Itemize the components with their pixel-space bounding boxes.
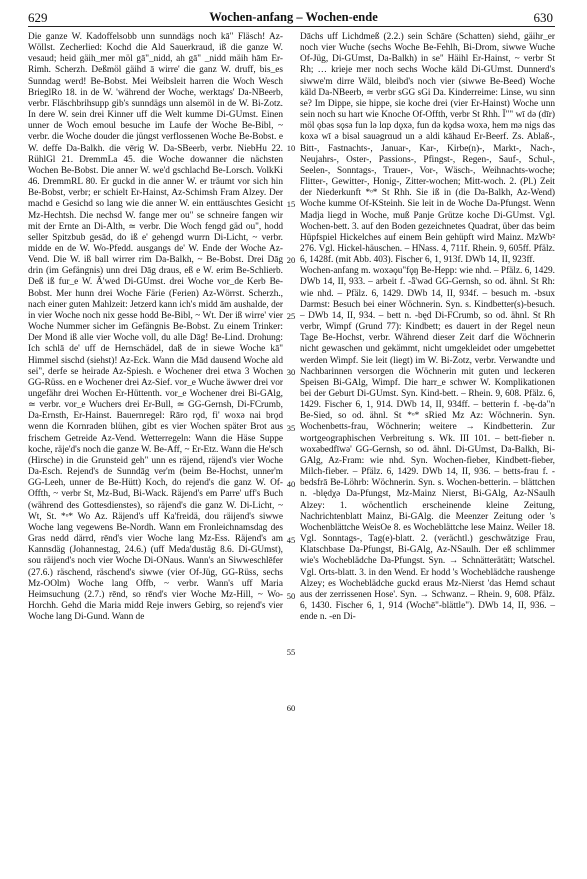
header-rule xyxy=(28,26,555,27)
line-number: 30 xyxy=(286,367,296,377)
left-column xyxy=(28,32,283,623)
page-header xyxy=(0,6,587,28)
right-column-text: Dāchs uff Lichdmeß (2.2.) sein Schāre (Schatten) siehd, gäihr_er noch vier Wuche (sechs Woche Be-Fehlh, Bi-Drom, siwwe Wuche Of-Jüg, Di-GUmst, Da-Balkh) in se" Häihl Er-Hainst, ~ verbr St Rh; … krieje mer noch sechs Woche käld Di-GUmst. Dunnerd's siwwe'm dirre Wäld, bleibd's noch vier (siwwe Be-Beed) Woche käld Da-NBeerb, ≃ verbr sGG sGi Da. Kinderreime: Linse, wu sinn se? Im Dippe, sie hippe, sie koche drei (vier Er-Hainst) Woche unn sein noch su hart wie Knoche Of-Offth, verbr St Rhh. Ī"" wī də (dīr) möl ǫbəs sǫsə fun lə lɑp dǫxə, fun də kǫdsə woxə, hem mə nigs dəs koxə wī ə bisəl sauəgrɑud un ə aldi kāhaud Er-Beerf. Zs. Ablaß-, Bitt-, Fastnachts-, Januar-, Kar-, Kirbe(n)-, Markt-, Nach-, Neujahrs-, Oster-, Passions-, Pfingst-, Regen-, Sauf-, Schul-, Seelen-, Sonntags-, Trauer-, Vor-, Wäsch-, Weihnachts-woche; Flitter-, Gewitter-, Honig-, Zitter-wochen; Mitt-woch. 2. (Pl.) Zeit der Niederkunft *ᵒ* St Rhh. Sie iß in (die Da-Balkh, Az-Wend) Woche kumme Of-KSteinh. Sie leit in de Woche Da-Pfungst. Wenn Madja liegd in Woche, muß Panje Grütze koche Di-GUmst. Vgl. Wochen-bett. 3. auf den Boden gezeichnetes Quadrat, über das beim Hüpfspiel Hickelches auf einem Bein gehüpft wird Mainz. MzWb² 276. Vgl. Hickel-häuschen. – HNass. 4, 711f. Rhein. 9, 605ff. Pfälz. 6, 1428f. (mit Abb. 403). Fischer 6, 1, 913f. DWb 14, II, 923ff. xyxy=(300,32,555,266)
right-column xyxy=(300,32,555,623)
entry-wochen-anfang: Wochen-anfang m. woxəǫu"fǫŋ Be-Hepp: wie nhd. – Pfälz. 6, 1429. DWb 14, II, 933. – arbeit f. -ǟ'wəd GG-Gernsh, so od. ähnl. St Rh: wie nhd. – Pfälz. 6, 1429. DWb 14, II, 934f. – besuch m. -bsux Darmst: Besuch bei einer Wöchnerin. Syn. s. Kindbetter(s)-besuch. – DWb 14, II, 934. – bett n. -będ Di-FCrumb, so od. ähnl. St Rh verbr, Wimpf (Grund 77): Kindbett; es dauert in der Regel neun Tage Be-Hochst, verbr. Während dieser Zeit darf die Wöchnerin nicht gewaschen und gekämmt, nicht umgekleidet oder umgebettet werden Wimpf. Sie leit (liegt) im W. Bi-Zotz, verbr. Verwandte und Nachbarinnen versorgen die Wöchnerin mit guten und leckeren Speisen Bi-GAlg, Wimpf. Die harr_e schwer W. Komplikationen bei der Geburt Di-GUmst. Syn. Kind-bett. – Rhein. 9, 608. Pfälz. 6, 1429. Fischer 6, 1, 914. DWb 14, II, 934ff. – betterin f. -bę-də"n Be-Sied, so od. ähnl. St *ᵒ* sRied Mz Az: Wöchnerin. Syn. Wochenbetts-frau, Wöchnerin; weitere → Kindbetterin. Zur wortgeographischen Verbreitung s. Wk. III 101. – bett-fieber n. woxəbedfīwə' GG-Gernsh, so od. ähnl. Di-GUmst, Da-Balkh, Bi-GAlg, Az-Fram: wie nhd. Syn. Wochen-fieber, Kindbett-fieber, Milch-fieber. – Pfälz. 6, 1429. DWb 14, II, 936. – betts-frau f. -bedsfrā Be-Löhrb: Wöchnerin. Syn. s. Wochen-betterin. – blättchen n. -blędχə Da-Pfungst, Mz-Mainz Nierst, Bi-GAlg, Az-NSaulh Alzey: 1. wöchentlich erscheinende kleine Zeitung, Nachrichtenblatt Mainz, Bi-GAlg. die Meenzer Zeitung oder 's Wochenblättche WeisOe 8. es Wocheblättche lese Mainz. Weiler 18. Vgl. Sonntags-, Tag(e)-blatt. 2. (verächtl.) geschwätzige Frau, Klatschbase Da-Pfungst, Bi-GAlg, Az-NSaulh. Der eß schlimmer wie's Wocheblädche Da-Pfungst. Syn. → Schnätterätätt; Watschel. Vgl. Orts-blatt. 3. in den Wend. Er hodd 's Wocheblädche raushenge Alzey; es Wocheblädche guckd eraus Mz-Nierst 'das Hemd schaut aus der zerrissenen Hose'. Syn. → Schwanz. – Rhein. 9, 608. Pfälz. 6, 1430. Fischer 6, 1, 914 (Wochē"-blättle"). DWb 14, II, 936. – ende n. -en Di- xyxy=(300,266,555,623)
line-number: 45 xyxy=(286,535,296,545)
left-column-text: Die ganze W. Kadoffelsobb unn sunndägs noch kā" Fläsch! Az-Wöllst. Zecherlied: Kochd die Ald Sauerkraud, iß die ganze W. vesaud; heid gäih_mer möl gā"_nidd, ah gā" _nidd mäih hām Er-Rimh. Scherzh. Deßmöl gäihd ā wirre' die ganz W. druff, bis_es Sunndag werd! Be-Bobst. Mei Weibsleit harren die Woch Wesch BrieglRo 18. in de W. 'während der Woche, werktags' Da-NBeerb, verbr. Fläschbrihsupp gib's sunndägs unn alsemöl in de W. Bi-Zotz. In dere W. sein drei Kinner uff die Welt kumme Di-GUmst. Einen unner de Woch emoul besuche im Laufe der Woche Be-Bibl, ~ verbr. die Woche douder die jüngst verflossenen Woche Be-Bobst. e W. deffe Da-Balkh. die vērig W. Da-SBeerb, verbr. NiebHu 22. RühlGl 21. DremmLa 45. die Woche dowanner die nächsten Wochen Be-Bobst. Die anner W. we'd gschlachd Be-Lorsch. VolkKi 46. DremmRL 80. Er guckd in die anner W. er träumt vor sich hin Be-Bobst, verbr; er schielt Er-Hainst, Az-Schimsh Fram Alzey. Der machd e Gesichd so lang wie die anner W. ein enttäuschtes Gesicht Mz-Hechtsh. Die nechsd W. fange mer ou" se schneire fangen wir mit der Ernte an Di-Alth, ≃ verbr. Die Woch fengd gäd ou", hodd seller Spitzbub gesād, do iß e' gehengd wurrn Di-Licht, ~ verbr. midde en de W. Wo-Pfedd. ausgangs de' W. Ende der Woche Az-Vend. Die W. iß ball wirrer rim Da-Balkh, ~ Be-Bobst. Drei Dāg drin (im Gefängnis) unn drei Dāg draus, eß e W. erim Be-Schlierb. Deß iß fur_e W. Ā'wed Di-GUmst. drei Woche vor_de Kerb Be-Bobst. Mer hunn drei Woche Färie (Ferien) Az-Wörrst. Scherzh., nach einer guten Mahlzeit: Jetzerd kann ich's midd ām aushalde, der in vier Woche noch nix gesse hodd Be-Bibl, ~ Wt. Der iß wirre' vier Woche Nummer sicher im Gefängnis Be-Bobst. Zu einem Trinker: Der Mond iß alle vier Woche voll, du alle Dāg! Be-Lind. Drohung: Ich schlā de' uff de Hernschädel, daß de in siewe Woche kā" Himmel sischd (siehst)! Az-Eck. Wann die Mād dausend Woche ald sei", derfe se heirade Az-Spiesh. e Wochener drei etwa 3 Wochen GG-Rüss. en e Wochener drei Az-Sief. vor_e Wuche äwwer drei vor ungefähr drei Wochen Er-Hüttenth. vor_e Wochener drei Bi-GAlg, ≃ verbr. vor_e Wuchers drei Er-Bull, ≃ GG-Gernsh, Di-FCrumb, Da-Ernsth, Er-Hainst. Bauernregel: Rāro rǫd, fi' woxə nai brǫd wenn die Kornraden blühen, gibt es vier Wochen später Brot aus frischem Getreide Az-Vend. Wetterregeln: Wann die Häse Suppe koche, räje'd's noch die ganze W. Be-Aff, ~ Er-Etz. Wann die He'sch (Hirsche) in die Grunsteid geh" unn es räjend, räjend's vier Woche Da-Esch. Rejend's de Sunndāg ver'm (beim Be-Hochst, unner'm GG-Leeh, unner de Be-Hütt) Koch, do rejend's die ganz W. Of-Offth, ~ verbr St, Mz-Bud, Bi-Wack. Räjend's em Parre' uff's Buch (während des Gottesdienstes), so räjend's die ganz W. Di-Licht, ~ Wt, St. *ᵒ* Wo Az. Räjend's uff Ka'freidä, dou räijend's siwwe Woche lang vegewens Be-Nordh. Wann em Fronleichnamsdag des Gras nedd därrd, rēnd's vier Woche lang Mz-Ess. Räjend's am Kannsdäg (Johannestag, 24.6.) (uff Meda'dustäg 8.6. Di-GUmst), sou räijend's noch vier Woche Di-ONaus. Wann's an Siwweschlēfer (27.6.) räschend, räschend's siwwe (vier Of-Jüg, GG-Rüss, sechs Mz-OOlm) Woche lang Offb, ~ verbr. Wann's uff Maria Heimsuchung (2.7.) rēnd, so rēnd's vier Woche Mz-Hill, ~ Wo-Horchh. Gehd die Maria midd Reje inwers Gebirg, so rejend's vier Woche lang Di-Gund. Wann de xyxy=(28,32,283,623)
line-number: 10 xyxy=(286,143,296,153)
line-number: 15 xyxy=(286,199,296,209)
line-number: 40 xyxy=(286,479,296,489)
line-number: 25 xyxy=(286,311,296,321)
line-number: 20 xyxy=(286,255,296,265)
line-number: 60 xyxy=(286,703,296,713)
page-number-right: 630 xyxy=(533,10,553,25)
page-number-left: 629 xyxy=(28,10,48,25)
line-number: 35 xyxy=(286,423,296,433)
line-number: 55 xyxy=(286,647,296,657)
line-number: 50 xyxy=(286,591,296,601)
running-head: Wochen-anfang – Wochen-ende xyxy=(209,10,378,24)
